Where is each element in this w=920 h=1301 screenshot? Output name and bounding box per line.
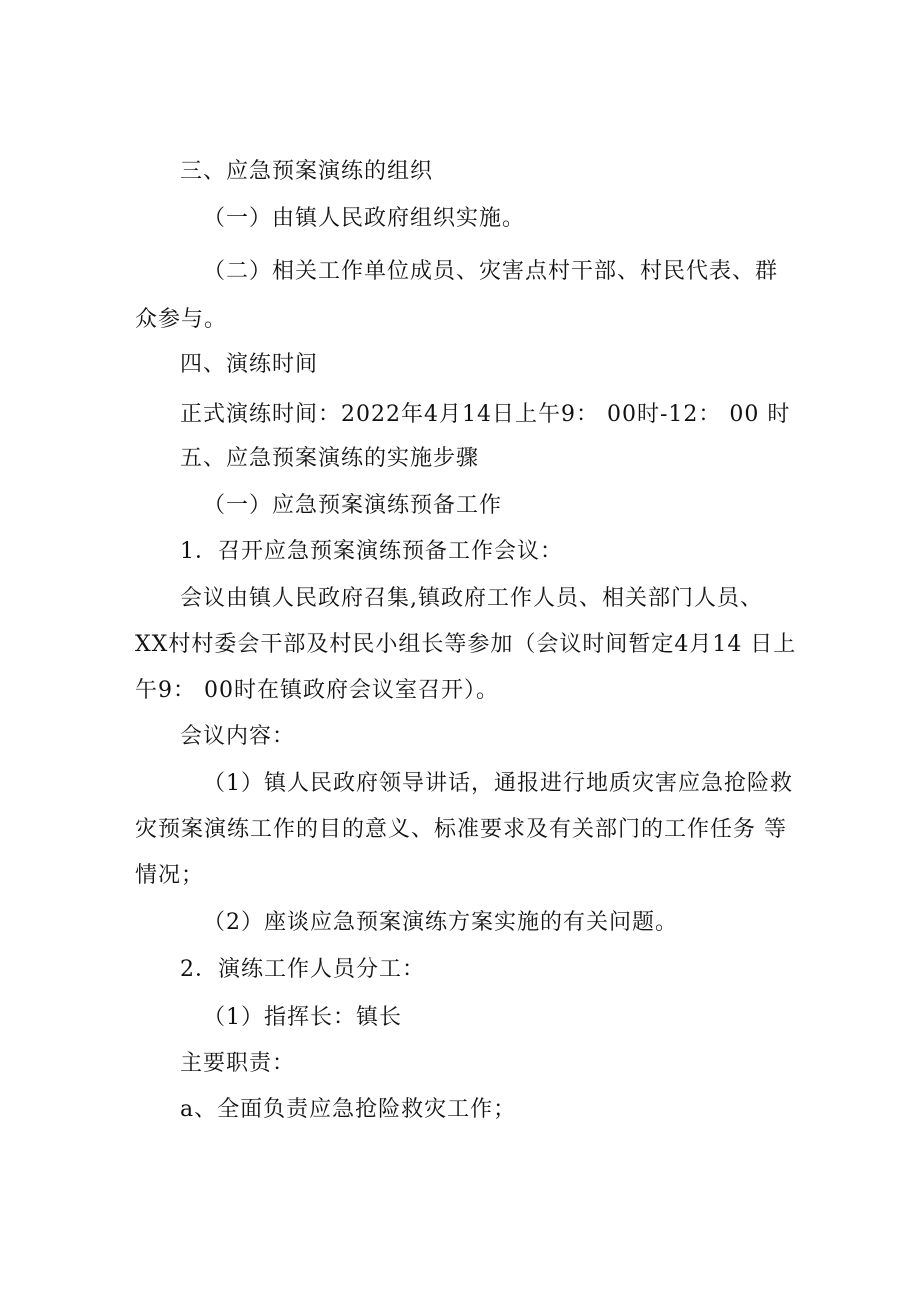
paragraph: 主要职责：	[180, 1051, 296, 1076]
subsection-heading: （一）应急预案演练预备工作	[203, 493, 503, 518]
paragraph-continuation: 情况；	[135, 863, 205, 888]
paragraph: 会议内容：	[180, 724, 296, 749]
paragraph: 会议由镇人民政府召集,镇政府工作人员、相关部门人员、	[180, 586, 763, 611]
paragraph: （2）座谈应急预案演练方案实施的有关问题。	[203, 910, 678, 935]
paragraph: （1）镇人民政府领导讲话，通报进行地质灾害应急抢险救	[203, 771, 793, 796]
section-heading-organization: 三、应急预案演练的组织	[180, 159, 434, 184]
paragraph: （一）由镇人民政府组织实施。	[203, 206, 526, 231]
section-heading-time: 四、演练时间	[180, 352, 319, 377]
numbered-item: 2．演练工作人员分工：	[180, 957, 425, 982]
paragraph: 正式演练时间：2022年4月14日上午9： 00时-12： 00 时	[180, 402, 791, 427]
paragraph-continuation: 灾预案演练工作的目的意义、标准要求及有关部门的工作任务 等	[135, 817, 787, 842]
section-heading-steps: 五、应急预案演练的实施步骤	[180, 446, 480, 471]
list-item: a、全面负责应急抢险救灾工作；	[180, 1097, 517, 1122]
paragraph-continuation: 午9： 00时在镇政府会议室召开）。	[135, 678, 499, 703]
numbered-item: 1．召开应急预案演练预备工作会议：	[180, 539, 563, 564]
paragraph-continuation: XX村村委会干部及村民小组长等参加（会议时间暂定4月14 日上	[135, 632, 797, 657]
paragraph: （二）相关工作单位成员、灾害点村干部、村民代表、群	[203, 259, 779, 284]
paragraph: （1）指挥长：镇长	[203, 1005, 402, 1030]
paragraph-continuation: 众参与。	[135, 307, 228, 332]
